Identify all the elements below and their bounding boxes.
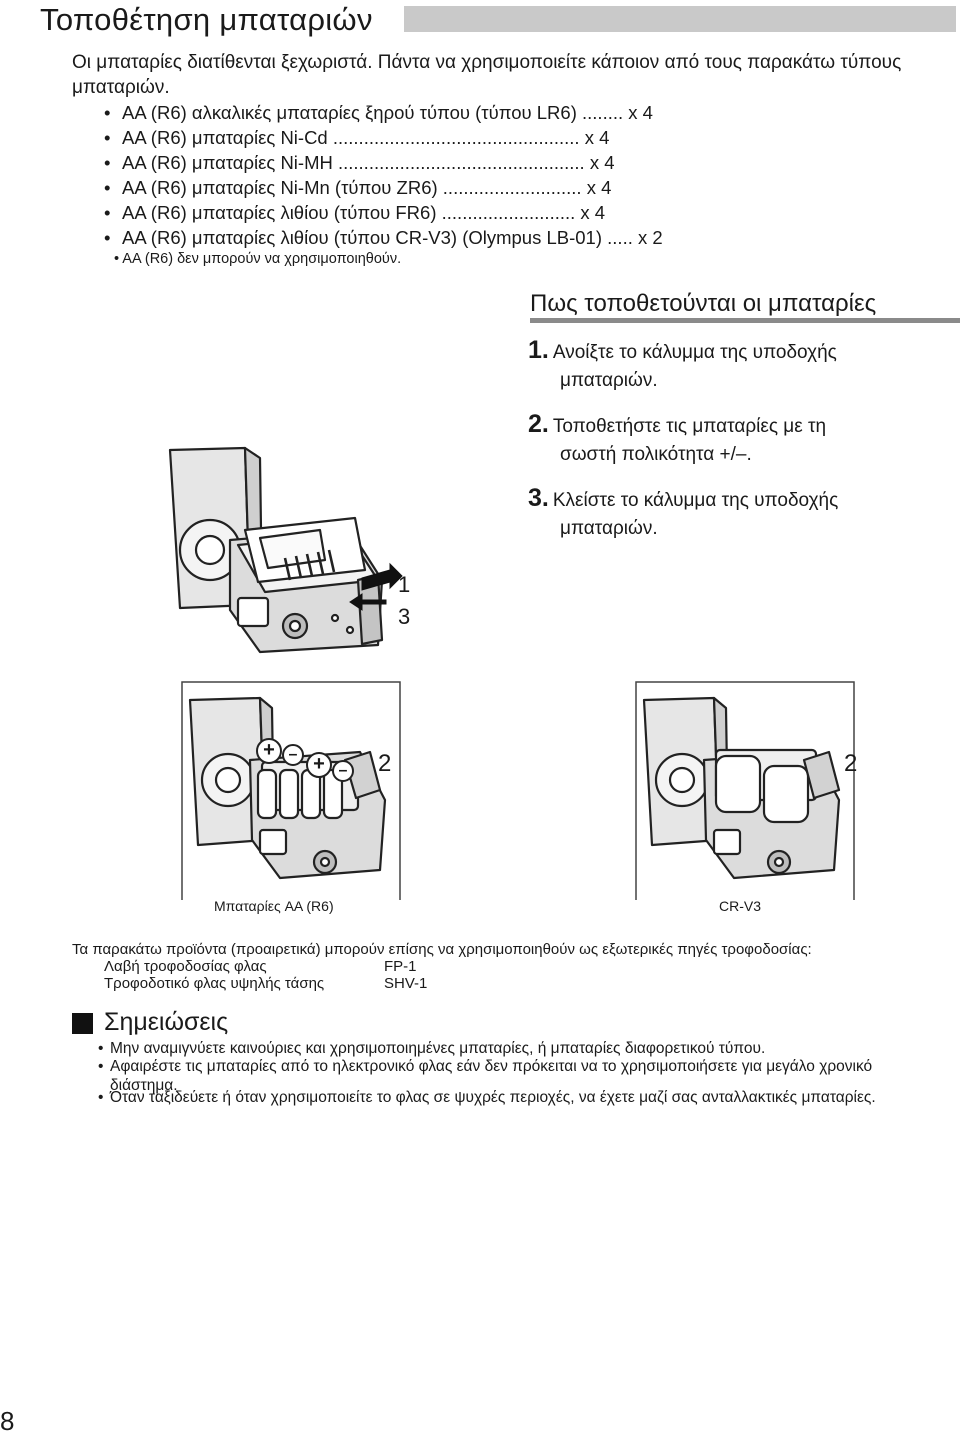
battery-type-text: AA (R6) μπαταρίες Ni-MH ................................................ x 4 [122, 152, 615, 173]
callout-label: 2 [378, 750, 392, 777]
list-item [104, 225, 663, 250]
step-number: 1. [528, 336, 549, 364]
bullet: • [104, 202, 111, 223]
callout-label: 2 [844, 750, 858, 777]
figure-caption: Μπαταρίες AA (R6) [214, 898, 334, 914]
list-item [104, 150, 615, 175]
accessory-name: Λαβή τροφοδοσίας φλας [104, 958, 267, 975]
accessory-name: Τροφοδοτικό φλας υψηλής τάσης [104, 975, 325, 992]
figure-caption: CR-V3 [719, 898, 762, 914]
notes-square-icon [72, 1013, 93, 1034]
bullet: • [98, 1040, 104, 1057]
bullet: • [104, 152, 111, 173]
bullet: • [98, 1089, 104, 1106]
bullet: • [104, 177, 111, 198]
page-number: 8 [0, 1406, 15, 1436]
callout-label: 3 [398, 604, 411, 629]
bullet: • [98, 1058, 104, 1075]
step-1 [528, 336, 948, 395]
note-text: Όταν ταξιδεύετε ή όταν χρησιμοποιείτε το φλας σε ψυχρές περιοχές, να έχετε μαζί σας ανταλλακτικές μπαταρίες. [110, 1089, 876, 1106]
step-text-cont: μπαταριών. [560, 518, 658, 539]
section-underline [530, 318, 960, 323]
step-text: Τοποθετήστε τις μπαταρίες με τη [552, 416, 827, 437]
accessories-intro: Τα παρακάτω προϊόντα (προαιρετικά) μπορούν επίσης να χρησιμοποιηθούν ως εξωτερικές πηγές τροφοδοσίας: [72, 941, 812, 958]
section-heading: Πως τοποθετούνται οι μπαταρίες [530, 290, 877, 317]
minus-icon: – [282, 744, 304, 766]
flash-crv3-battery-illustration [634, 690, 854, 890]
minus-icon: – [332, 760, 354, 782]
step-2 [528, 410, 948, 469]
battery-type-text: AA (R6) μπαταρίες Ni-Cd ................................................ x 4 [122, 127, 610, 148]
battery-type-text: AA (R6) μπαταρίες Ni-Mn (τύπου ZR6) ........................... x 4 [122, 177, 612, 198]
step-3 [528, 484, 948, 543]
battery-warning: • AA (R6) δεν μπορούν να χρησιμοποιηθούν. [114, 251, 402, 267]
callout-label: 1 [398, 572, 411, 597]
step-text: Ανοίξτε το κάλυμμα της υποδοχής [552, 342, 837, 363]
flash-aa-batteries-illustration [180, 690, 400, 890]
title-bar [404, 6, 956, 32]
note-text: Αφαιρέστε τις μπαταρίες από το ηλεκτρονικό φλας εάν δεν πρόκειται να το χρησιμοποιήσετε για μεγάλο χρονικό διάστημα. [110, 1058, 873, 1094]
plus-icon: + [256, 738, 282, 764]
step-text-cont: μπαταριών. [560, 370, 658, 391]
bullet: • [104, 127, 111, 148]
plus-icon: + [306, 752, 332, 778]
intro-paragraph: Οι μπαταρίες διατίθενται ξεχωριστά. Πάντα να χρησιμοποιείτε κάποιον από τους παρακάτω τύπους μπαταριών. [72, 52, 902, 98]
flash-open-cover-illustration [150, 430, 440, 660]
list-item [104, 100, 653, 125]
step-number: 3. [528, 484, 549, 512]
step-text-cont: σωστή πολικότητα +/–. [560, 444, 752, 465]
battery-type-text: AA (R6) αλκαλικές μπαταρίες ξηρού τύπου (τύπου LR6) ........ x 4 [122, 102, 653, 123]
battery-type-text: AA (R6) μπαταρίες λιθίου (τύπου CR-V3) (Olympus LB-01) ..... x 2 [122, 227, 663, 248]
note-text: Μην αναμιγνύετε καινούριες και χρησιμοποιημένες μπαταρίες, ή μπαταρίες διαφορετικού τύπου. [110, 1040, 766, 1057]
accessory-code: SHV-1 [384, 975, 428, 992]
accessory-code: FP-1 [384, 958, 417, 975]
page-title: Τοποθέτηση μπαταριών [40, 2, 373, 37]
list-item [98, 1039, 918, 1058]
bullet: • [104, 102, 111, 123]
list-item [98, 1088, 918, 1107]
list-item [104, 175, 611, 200]
list-item [104, 125, 609, 150]
battery-type-text: AA (R6) μπαταρίες λιθίου (τύπου FR6) .......................... x 4 [122, 202, 606, 223]
list-item [104, 200, 605, 225]
step-text: Κλείστε το κάλυμμα της υποδοχής [552, 490, 839, 511]
bullet: • [104, 227, 111, 248]
step-number: 2. [528, 410, 549, 438]
notes-heading: Σημειώσεις [104, 1008, 229, 1036]
